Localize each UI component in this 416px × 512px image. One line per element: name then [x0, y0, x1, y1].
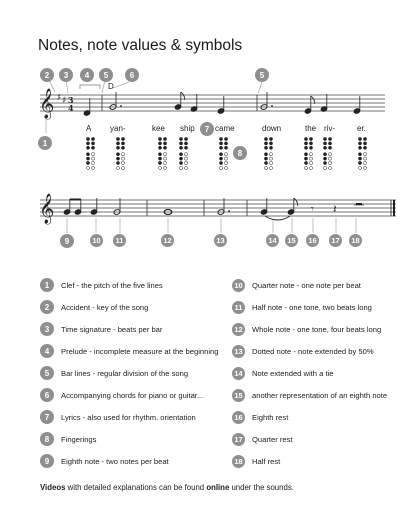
time-signature: 3: [68, 95, 74, 105]
legend-number-badge: 5: [40, 366, 54, 380]
legend-item-2: [40, 296, 218, 318]
legend-number-badge: 13: [232, 345, 245, 358]
marker-7: 7: [200, 122, 214, 136]
legend-number-badge: 12: [232, 323, 245, 336]
fingering-chart: [323, 137, 331, 169]
page-title: Notes, note values & symbols: [38, 37, 243, 54]
staff-1: [40, 95, 385, 111]
fingering-chart: [219, 137, 227, 169]
fingering-chart: [304, 137, 312, 169]
legend-item-7: [40, 406, 218, 428]
marker-12: 12: [161, 234, 174, 247]
marker-18: 18: [349, 234, 362, 247]
legend-number-badge: 10: [232, 279, 245, 292]
legend-item-6: [40, 384, 218, 406]
lyric-syllable: A: [86, 124, 92, 133]
lyric-syllable: ship: [180, 124, 195, 133]
marker-3: 3: [59, 68, 73, 82]
marker-4: 4: [80, 68, 94, 82]
legend-text: Quarter rest: [252, 434, 293, 444]
footer-note: [40, 483, 294, 492]
lyric-syllable: the: [305, 124, 317, 133]
lyric-syllable: er.: [357, 124, 366, 133]
marker-11: 11: [113, 234, 126, 247]
fingering-chart: [264, 137, 272, 169]
legend-number-badge: 15: [232, 389, 245, 402]
treble-clef-icon: 𝄞: [39, 194, 55, 224]
legend-item-4: [40, 340, 218, 362]
legend-item-3: [40, 318, 218, 340]
eighth-note-pair: [63, 199, 81, 215]
legend-number-badge: 17: [232, 433, 245, 446]
quarter-rest-icon: 𝄽: [333, 202, 337, 216]
marker-9: 9: [60, 234, 74, 248]
legend-text: Fingerings: [61, 434, 97, 444]
legend-number-badge: 2: [40, 300, 54, 314]
legend-text: Bar lines - regular division of the song: [61, 368, 189, 378]
legend-item-1: [40, 274, 218, 296]
legend-text: Accompanying chords for piano or guitar...: [61, 390, 204, 400]
legend-number-badge: 6: [40, 388, 54, 402]
legend-number-badge: 18: [232, 455, 245, 468]
marker-10: 10: [90, 234, 103, 247]
fingering-chart: [358, 137, 366, 169]
legend-item-9: [40, 450, 218, 472]
legend-number-badge: 16: [232, 411, 245, 424]
marker-1: 1: [38, 136, 52, 150]
fingering-chart: [158, 137, 166, 169]
legend-text: Half rest: [252, 456, 281, 466]
tied-notes: [260, 198, 297, 220]
legend-item-17: [232, 428, 387, 450]
prelude-bracket: [80, 85, 100, 89]
eighth-rest-icon: 𝄾: [311, 204, 314, 215]
time-signature: 4: [68, 103, 74, 113]
quarter-note: [90, 198, 97, 215]
marker-5: 5: [255, 68, 269, 82]
legend-item-10: [232, 274, 387, 296]
legend-item-8: [40, 428, 218, 450]
legend-text: Accident - key of the song: [61, 302, 149, 312]
legend-item-15: [232, 384, 387, 406]
chord-label: D: [108, 82, 114, 91]
legend-text: Quarter note - one note per beat: [252, 280, 361, 290]
marker-13: 13: [214, 234, 227, 247]
legend-item-11: [232, 296, 387, 318]
lyric-syllable: yan-: [110, 124, 126, 133]
fingering-chart: [116, 137, 124, 169]
legend-left: [40, 274, 218, 472]
footer-bold-online: online: [206, 483, 230, 492]
legend-text: Half note - one tone, two beats long: [252, 302, 372, 312]
treble-clef-icon: 𝄞: [39, 89, 55, 119]
legend-text: Time signature - beats per bar: [61, 324, 163, 334]
lyric-syllable: riv-: [324, 124, 336, 133]
marker-16: 16: [306, 234, 319, 247]
footer-text: with detailed explanations can be found: [65, 483, 207, 492]
legend-text: Eighth rest: [252, 412, 289, 422]
lyric-syllable: came: [215, 124, 235, 133]
fingering-charts: [86, 137, 366, 169]
marker-5: 5: [99, 68, 113, 82]
half-note: [113, 198, 121, 215]
fingering-chart: [86, 137, 94, 169]
marker-8: 8: [233, 146, 247, 160]
legend-number-badge: 3: [40, 322, 54, 336]
legend-item-18: [232, 450, 387, 472]
marker-6: 6: [125, 68, 139, 82]
sharp-icon: ♯: [57, 93, 62, 103]
legend-number-badge: 4: [40, 344, 54, 358]
footer-bold-videos: Videos: [40, 483, 66, 492]
legend-text: Lyrics - also used for rhythm. orientation: [61, 412, 196, 422]
legend-text: Clef - the pitch of the five lines: [61, 280, 163, 290]
legend-text: Prelude - incomplete measure at the beginning: [61, 346, 219, 356]
lyric-syllable: down: [262, 124, 282, 133]
legend-number-badge: 1: [40, 278, 54, 292]
legend-item-14: [232, 362, 387, 384]
marker-2: 2: [40, 68, 54, 82]
legend-item-5: [40, 362, 218, 384]
legend-text: Dotted note - note extended by 50%: [252, 346, 374, 356]
legend-item-13: [232, 340, 387, 362]
legend-number-badge: 7: [40, 410, 54, 424]
dotted-half-note: [217, 198, 225, 215]
legend-item-16: [232, 406, 387, 428]
marker-15: 15: [285, 234, 298, 247]
marker-17: 17: [329, 234, 342, 247]
legend-text: another representation of an eighth note: [252, 390, 388, 400]
legend-number-badge: 14: [232, 367, 245, 380]
legend-text: Eighth note - two notes per beat: [61, 456, 169, 466]
sharp-icon: ♯: [62, 96, 67, 106]
footer-text-end: under the sounds.: [229, 483, 294, 492]
legend-text: Whole note - one tone, four beats long: [252, 324, 382, 334]
legend-number-badge: 8: [40, 432, 54, 446]
legend-right: [232, 274, 387, 472]
lyric-syllable: kee: [152, 124, 165, 133]
legend-number-badge: 9: [40, 454, 54, 468]
legend-number-badge: 11: [232, 301, 245, 314]
legend-text: Note extended with a tie: [252, 368, 334, 378]
marker-14: 14: [266, 234, 279, 247]
legend-item-12: [232, 318, 387, 340]
fingering-chart: [179, 137, 187, 169]
